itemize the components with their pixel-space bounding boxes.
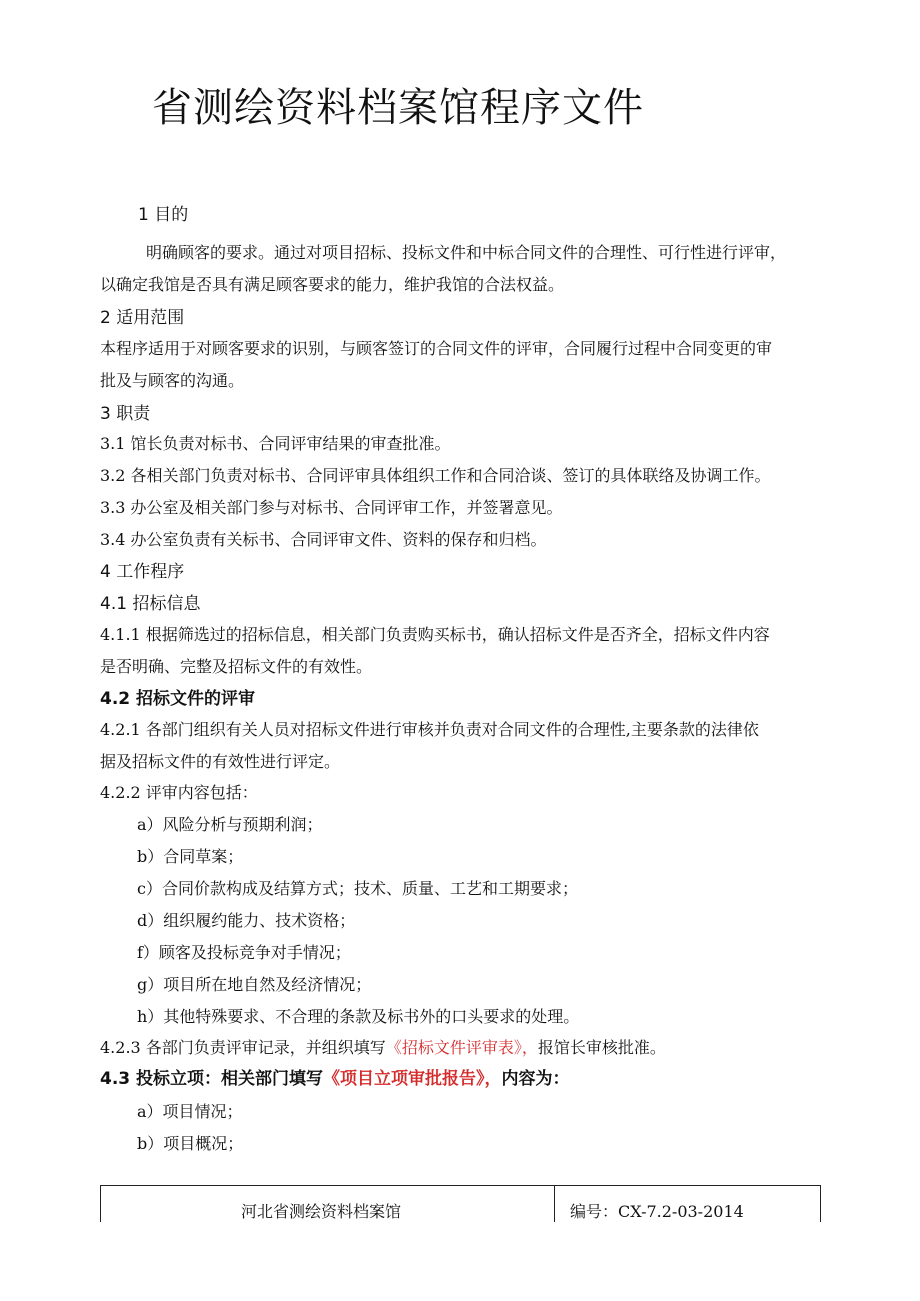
section-4-1-1-line2: 是否明确、完整及招标文件的有效性。 [100, 657, 373, 676]
section-1-text-line2: 以确定我馆是否具有满足顾客要求的能力，维护我馆的合法权益。 [100, 275, 565, 294]
section-3-item: 3.3 办公室及相关部门参与对标书、合同评审工作，并签署意见。 [100, 498, 563, 517]
section-4-2-1-line2: 据及招标文件的有效性进行评定。 [100, 752, 341, 771]
section-4-2-3 [100, 1035, 666, 1058]
list-item: f）顾客及投标竞争对手情况； [137, 943, 351, 962]
section-3-item: 3.4 办公室负责有关标书、合同评审文件、资料的保存和归档。 [100, 530, 547, 549]
section-4-heading: 4 工作程序 [100, 562, 185, 582]
list-item: b）合同草案； [137, 847, 244, 866]
section-3-item: 3.1 馆长负责对标书、合同评审结果的审查批准。 [100, 434, 451, 453]
section-4-1-heading: 4.1 招标信息 [100, 594, 201, 614]
section-4-2-3-tail: 报馆长审核批准。 [537, 1038, 666, 1057]
form-reference-link: 《招标文件评审表》， [385, 1038, 538, 1057]
list-item: a）风险分析与预期利润； [137, 815, 323, 834]
footer-organization: 河北省测绘资料档案馆 [241, 1202, 402, 1221]
report-reference-link: 《项目立项审批报告》， [323, 1069, 502, 1089]
section-2-text-line2: 批及与顾客的沟通。 [100, 371, 245, 390]
list-item: d）组织履约能力、技术资格； [137, 911, 356, 930]
section-4-1-1-line1: 4.1.1 根据筛选过的招标信息，相关部门负责购买标书，确认招标文件是否齐全，招标文件内容 [100, 625, 770, 644]
footer-table [100, 1185, 821, 1222]
section-4-3-label: 4.3 投标立项：相关部门填写 [100, 1069, 324, 1089]
footer-divider [554, 1186, 555, 1222]
section-2-text-line1: 本程序适用于对顾客要求的识别，与顾客签订的合同文件的评审，合同履行过程中合同变更的审 [100, 339, 773, 358]
list-item: g）项目所在地自然及经济情况； [137, 975, 372, 994]
section-4-3-tail: 内容为： [501, 1069, 570, 1089]
list-item: a）项目情况； [137, 1102, 243, 1121]
footer-document-code: 编号：CX-7.2-03-2014 [570, 1202, 744, 1221]
section-3-heading: 3 职责 [100, 404, 151, 424]
section-4-2-1-line1: 4.2.1 各部门组织有关人员对招标文件进行审核并负责对合同文件的合理性,主要条款的法律依 [100, 720, 759, 739]
list-item: h）其他特殊要求、不合理的条款及标书外的口头要求的处理。 [137, 1007, 580, 1026]
section-4-2-2: 4.2.2 评审内容包括： [100, 783, 258, 802]
section-4-2-heading: 4.2 招标文件的评审 [100, 689, 256, 709]
section-3-item: 3.2 各相关部门负责对标书、合同评审具体组织工作和合同洽谈、签订的具体联络及协调工作。 [100, 466, 771, 485]
section-2-heading: 2 适用范围 [100, 308, 185, 328]
section-1-heading: 1 目的 [138, 205, 189, 225]
section-4-3-heading [100, 1064, 570, 1089]
section-1-text-line1: 明确顾客的要求。通过对项目招标、投标文件和中标合同文件的合理性、可行性进行评审， [146, 243, 787, 262]
list-item: c）合同价款构成及结算方式；技术、质量、工艺和工期要求； [137, 879, 578, 898]
list-item: b）项目概况； [137, 1134, 244, 1153]
section-4-2-3-text: 4.2.3 各部门负责评审记录，并组织填写 [100, 1038, 386, 1057]
page-title: 省测绘资料档案馆程序文件 [152, 85, 644, 131]
